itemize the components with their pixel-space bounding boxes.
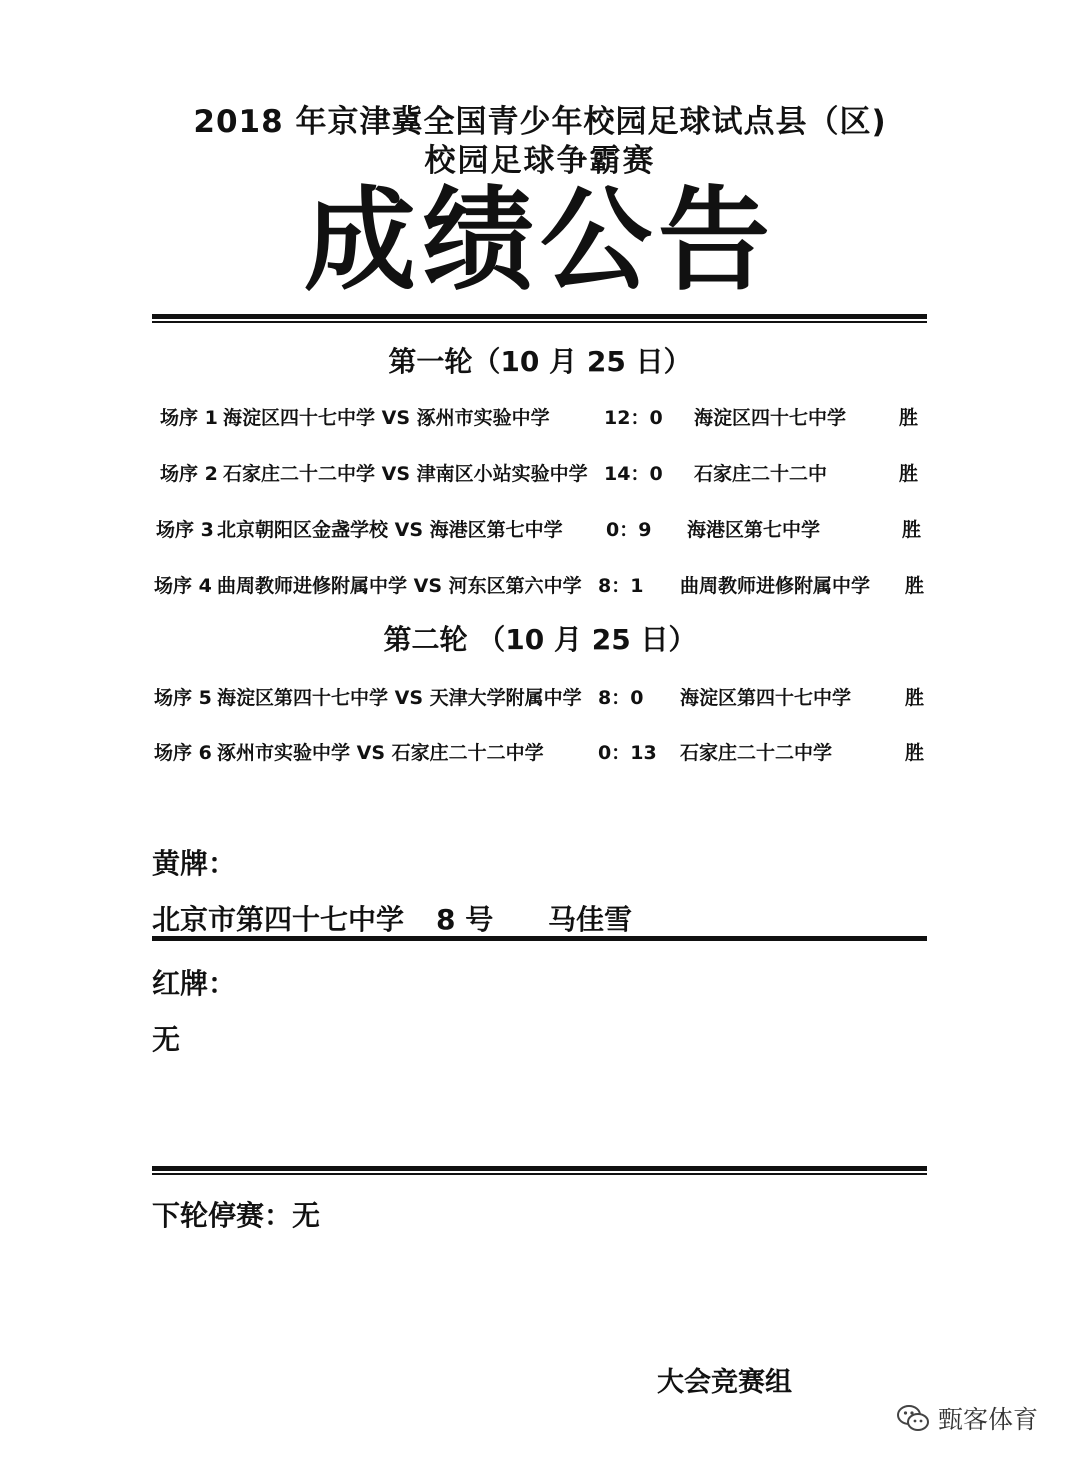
match-slot: 场序 2 (160, 463, 218, 485)
bottom-divider (152, 1166, 927, 1171)
red-card-value: 无 (152, 1023, 181, 1056)
watermark (896, 1400, 1038, 1436)
round-1-title: 第一轮（10 月 25 日） (388, 345, 692, 378)
organizer: 大会竞赛组 (657, 1367, 792, 1398)
header-line-1: 2018 年京津冀全国青少年校园足球试点县（区) (193, 104, 887, 140)
match-row (0, 738, 1080, 770)
match-row (0, 571, 1080, 603)
match-winner: 石家庄二十二中学 (680, 742, 833, 764)
yellow-divider (152, 936, 927, 941)
match-result: 胜 (905, 575, 925, 597)
match-row (0, 683, 1080, 715)
yellow-card-label: 黄牌： (152, 847, 237, 880)
match-score: 12：0 (604, 407, 663, 429)
bottom-divider-thin (152, 1173, 927, 1175)
round-2-title: 第二轮 （10 月 25 日） (383, 623, 697, 656)
match-score: 8：1 (598, 575, 644, 597)
match-teams: 曲周教师进修附属中学 VS 河东区第六中学 (217, 575, 582, 597)
match-score: 0：9 (606, 519, 652, 541)
match-winner: 海淀区第四十七中学 (680, 687, 852, 709)
match-result: 胜 (899, 463, 919, 485)
red-card-label: 红牌： (152, 967, 237, 1000)
match-slot: 场序 4 (154, 575, 212, 597)
match-score: 8：0 (598, 687, 644, 709)
yellow-card-school: 北京市第四十七中学 (152, 903, 405, 936)
match-teams: 海淀区第四十七中学 VS 天津大学附属中学 (217, 687, 582, 709)
match-slot: 场序 5 (154, 687, 212, 709)
match-row (0, 403, 1080, 435)
wechat-icon (896, 1401, 930, 1435)
match-teams: 海淀区四十七中学 VS 涿州市实验中学 (223, 407, 550, 429)
match-result: 胜 (905, 687, 925, 709)
yellow-card-player: 马佳雪 (548, 903, 633, 936)
match-teams: 涿州市实验中学 VS 石家庄二十二中学 (217, 742, 544, 764)
header-line-2: 校园足球争霸赛 (424, 143, 656, 179)
match-teams: 石家庄二十二中学 VS 津南区小站实验中学 (223, 463, 588, 485)
match-winner: 石家庄二十二中 (694, 463, 828, 485)
match-slot: 场序 1 (160, 407, 218, 429)
match-row (0, 459, 1080, 491)
match-slot: 场序 3 (156, 519, 214, 541)
top-divider-thin (152, 321, 927, 323)
match-score: 0：13 (598, 742, 657, 764)
match-result: 胜 (899, 407, 919, 429)
match-winner: 海淀区四十七中学 (694, 407, 847, 429)
top-divider (152, 314, 927, 319)
match-result: 胜 (902, 519, 922, 541)
page-title: 成绩公告 (304, 176, 776, 306)
watermark-text: 甄客体育 (938, 1405, 1039, 1434)
match-slot: 场序 6 (154, 742, 212, 764)
match-row (0, 515, 1080, 547)
match-score: 14：0 (604, 463, 663, 485)
match-teams: 北京朝阳区金盏学校 VS 海港区第七中学 (217, 519, 563, 541)
suspension-note: 下轮停赛：无 (152, 1199, 321, 1232)
yellow-card-number: 8 号 (436, 903, 494, 936)
match-winner: 曲周教师进修附属中学 (680, 575, 871, 597)
match-winner: 海港区第七中学 (687, 519, 821, 541)
match-result: 胜 (905, 742, 925, 764)
